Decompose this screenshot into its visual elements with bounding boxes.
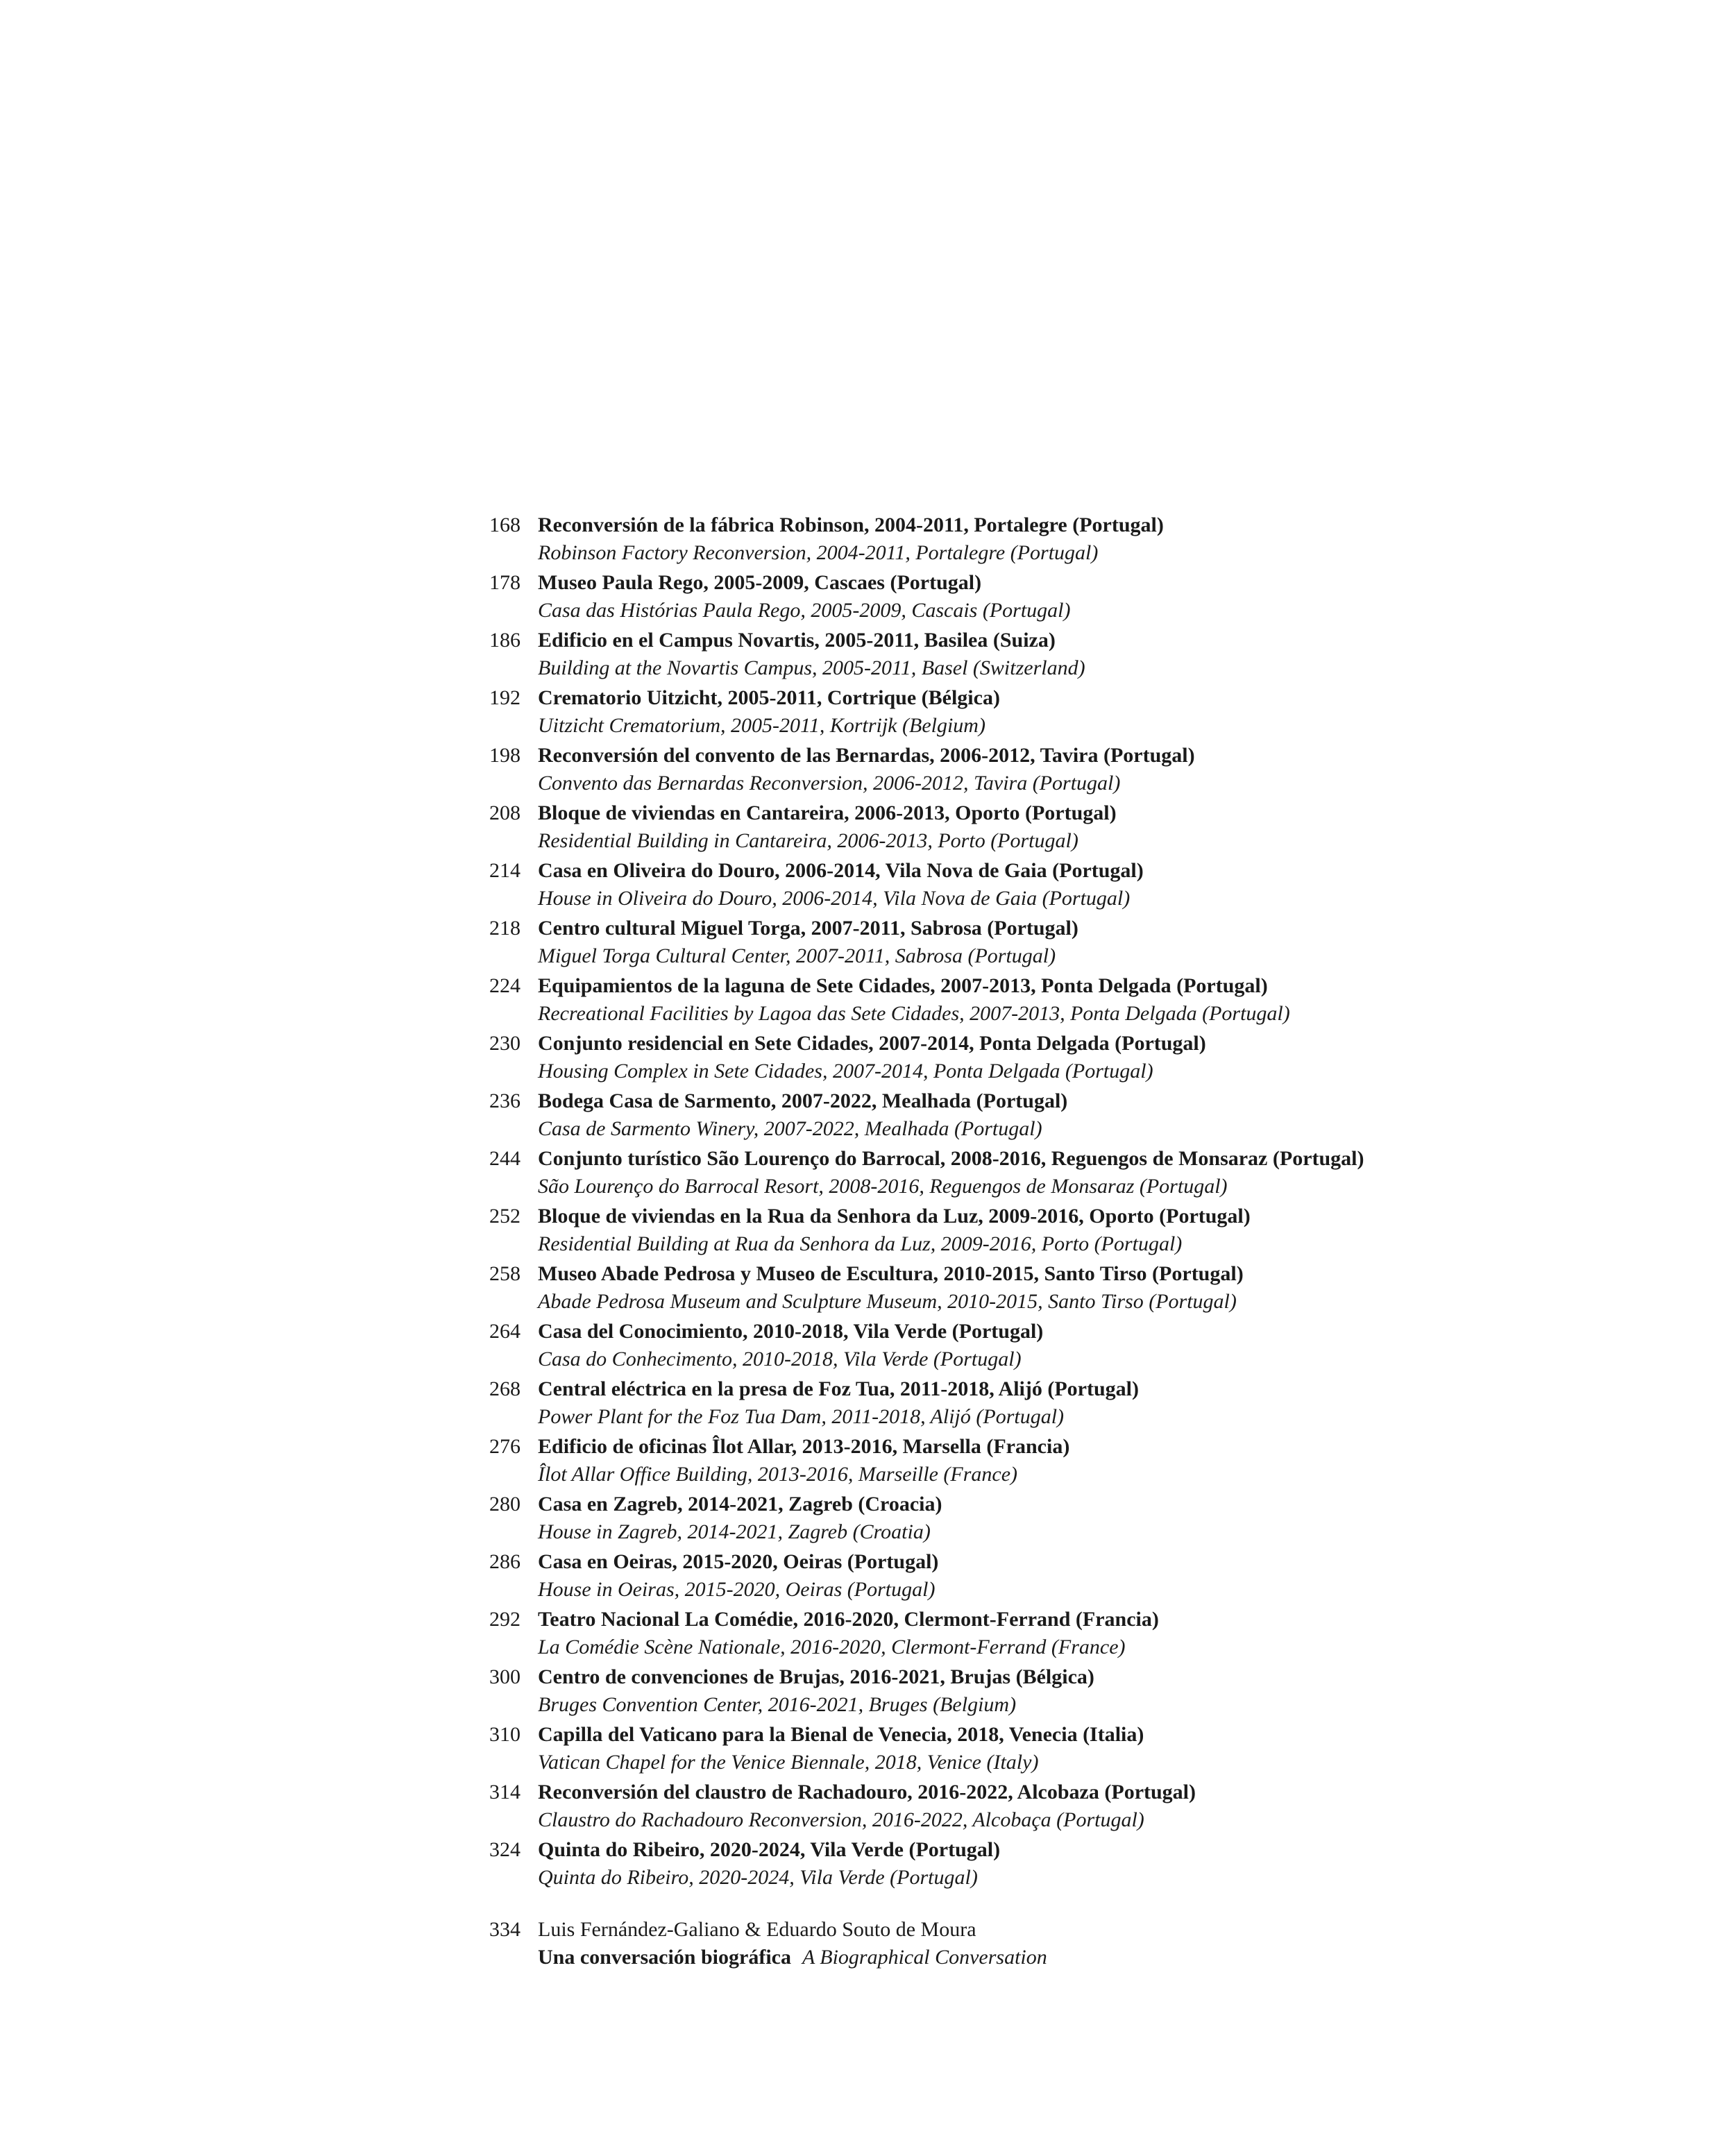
entry-page-number: 300	[489, 1665, 520, 1688]
toc-entry	[481, 857, 1605, 913]
toc-entry-list	[481, 511, 1605, 1892]
conversation-title-es: Una conversación biográfica	[538, 1946, 791, 1969]
entry-subtitle-en: Casa de Sarmento Winery, 2007-2022, Mealhada (Portugal)	[538, 1117, 1042, 1140]
entry-text	[538, 511, 1164, 567]
toc-entry	[481, 1491, 1605, 1546]
entry-title-es: Museo Paula Rego, 2005-2009, Cascaes (Portugal)	[538, 571, 982, 594]
entry-subtitle-en: Claustro do Rachadouro Reconversion, 2016-2022, Alcobaça (Portugal)	[538, 1808, 1144, 1831]
entry-text	[538, 857, 1144, 913]
entry-text	[538, 1433, 1069, 1488]
entry-text	[538, 1203, 1251, 1258]
entry-subtitle-en: Residential Building in Cantareira, 2006-2013, Porto (Portugal)	[538, 829, 1078, 852]
entry-title-es: Capilla del Vaticano para la Bienal de Venecia, 2018, Venecia (Italia)	[538, 1723, 1144, 1746]
entry-text	[538, 1030, 1206, 1085]
entry-subtitle-en: Recreational Facilities by Lagoa das Sete Cidades, 2007-2013, Ponta Delgada (Portugal)	[538, 1002, 1290, 1025]
entry-text	[538, 1145, 1364, 1200]
entry-page-number: 178	[489, 571, 520, 594]
toc-entry	[481, 1606, 1605, 1661]
toc-entry	[481, 915, 1605, 970]
entry-title-es: Equipamientos de la laguna de Sete Cidades, 2007-2013, Ponta Delgada (Portugal)	[538, 974, 1268, 997]
entry-title-es: Centro de convenciones de Brujas, 2016-2021, Brujas (Bélgica)	[538, 1665, 1094, 1688]
entry-subtitle-en: Îlot Allar Office Building, 2013-2016, Marseille (France)	[538, 1463, 1017, 1486]
toc-entry	[481, 627, 1605, 682]
entry-text	[538, 1836, 1000, 1892]
entry-title-es: Casa en Oliveira do Douro, 2006-2014, Vila Nova de Gaia (Portugal)	[538, 859, 1144, 882]
entry-text	[538, 684, 1000, 740]
entry-text	[538, 742, 1195, 797]
entry-title-es: Central eléctrica en la presa de Foz Tua, 2011-2018, Alijó (Portugal)	[538, 1377, 1140, 1400]
entry-page-number: 168	[489, 513, 520, 536]
entry-page-number: 292	[489, 1608, 520, 1631]
entry-page-number: 258	[489, 1262, 520, 1285]
entry-title-es: Edificio en el Campus Novartis, 2005-2011, Basilea (Suiza)	[538, 629, 1056, 652]
toc-entry-conversation	[481, 1916, 1605, 1971]
entry-subtitle-en: House in Oliveira do Douro, 2006-2014, Vila Nova de Gaia (Portugal)	[538, 887, 1131, 910]
toc-entry	[481, 1030, 1605, 1085]
entry-text	[538, 1916, 1047, 1971]
entry-subtitle-en: Housing Complex in Sete Cidades, 2007-2014, Ponta Delgada (Portugal)	[538, 1060, 1153, 1083]
entry-title-es: Casa en Zagreb, 2014-2021, Zagreb (Croacia)	[538, 1493, 942, 1516]
entry-text	[538, 1375, 1139, 1431]
entry-title-es: Quinta do Ribeiro, 2020-2024, Vila Verde (Portugal)	[538, 1838, 1001, 1861]
entry-title-es: Conjunto residencial en Sete Cidades, 2007-2014, Ponta Delgada (Portugal)	[538, 1032, 1206, 1055]
entry-title-es: Bloque de viviendas en la Rua da Senhora da Luz, 2009-2016, Oporto (Portugal)	[538, 1205, 1251, 1228]
entry-subtitle-en: La Comédie Scène Nationale, 2016-2020, Clermont-Ferrand (France)	[538, 1636, 1126, 1658]
toc-entry	[481, 1087, 1605, 1143]
entry-page-number: 244	[489, 1147, 520, 1170]
entry-subtitle-en: Quinta do Ribeiro, 2020-2024, Vila Verde (Portugal)	[538, 1866, 978, 1889]
entry-title-es: Conjunto turístico São Lourenço do Barrocal, 2008-2016, Reguengos de Monsaraz (Portugal)	[538, 1147, 1364, 1170]
entry-page-number: 208	[489, 801, 520, 824]
entry-text	[538, 1779, 1196, 1834]
entry-page-number: 324	[489, 1838, 520, 1861]
entry-title-es: Edificio de oficinas Îlot Allar, 2013-2016, Marsella (Francia)	[538, 1435, 1070, 1458]
toc-entry	[481, 569, 1605, 625]
entry-title-es: Bloque de viviendas en Cantareira, 2006-2013, Oporto (Portugal)	[538, 801, 1117, 824]
entry-page-number: 186	[489, 629, 520, 652]
toc-entry	[481, 1721, 1605, 1776]
conversation-title-line	[538, 1944, 1047, 1971]
entry-page-number: 314	[489, 1781, 520, 1803]
toc-entry	[481, 799, 1605, 855]
entry-subtitle-en: Casa do Conhecimento, 2010-2018, Vila Verde (Portugal)	[538, 1348, 1022, 1370]
toc-entry	[481, 684, 1605, 740]
entry-page-number: 268	[489, 1377, 520, 1400]
entry-subtitle-en: Power Plant for the Foz Tua Dam, 2011-2018, Alijó (Portugal)	[538, 1405, 1065, 1428]
entry-subtitle-en: Casa das Histórias Paula Rego, 2005-2009, Cascais (Portugal)	[538, 599, 1071, 622]
entry-title-es: Centro cultural Miguel Torga, 2007-2011, Sabrosa (Portugal)	[538, 917, 1078, 940]
entry-title-es: Reconversión del claustro de Rachadouro, 2016-2022, Alcobaza (Portugal)	[538, 1781, 1196, 1803]
entry-page-number: 214	[489, 859, 520, 882]
conversation-title-en: A Biographical Conversation	[802, 1946, 1047, 1969]
entry-text	[538, 1548, 938, 1604]
entry-title-es: Teatro Nacional La Comédie, 2016-2020, Clermont-Ferrand (Francia)	[538, 1608, 1159, 1631]
toc-entry	[481, 972, 1605, 1028]
entry-subtitle-en: Vatican Chapel for the Venice Biennale, 2018, Venice (Italy)	[538, 1751, 1039, 1774]
entry-page-number: 198	[489, 744, 520, 767]
entry-text	[538, 569, 1071, 625]
entry-text	[538, 627, 1085, 682]
toc-entry	[481, 1145, 1605, 1200]
entry-page-number: 280	[489, 1493, 520, 1516]
entry-title-es: Casa en Oeiras, 2015-2020, Oeiras (Portugal)	[538, 1550, 939, 1573]
toc-entry	[481, 1663, 1605, 1719]
entry-title-es: Reconversión de la fábrica Robinson, 2004-2011, Portalegre (Portugal)	[538, 513, 1164, 536]
entry-subtitle-en: Miguel Torga Cultural Center, 2007-2011, Sabrosa (Portugal)	[538, 944, 1056, 967]
entry-subtitle-en: House in Oeiras, 2015-2020, Oeiras (Portugal)	[538, 1578, 936, 1601]
entry-subtitle-en: Bruges Convention Center, 2016-2021, Bruges (Belgium)	[538, 1693, 1017, 1716]
entry-page-number: 286	[489, 1550, 520, 1573]
toc-entry	[481, 1433, 1605, 1488]
entry-subtitle-en: Abade Pedrosa Museum and Sculpture Museum, 2010-2015, Santo Tirso (Portugal)	[538, 1290, 1237, 1313]
entry-title-es: Museo Abade Pedrosa y Museo de Escultura, 2010-2015, Santo Tirso (Portugal)	[538, 1262, 1244, 1285]
table-of-contents	[481, 511, 1605, 1973]
toc-entry	[481, 1203, 1605, 1258]
entry-text	[538, 1087, 1067, 1143]
entry-page-number: 252	[489, 1205, 520, 1228]
entry-subtitle-en: Building at the Novartis Campus, 2005-2011, Basel (Switzerland)	[538, 656, 1085, 679]
entry-subtitle-en: Robinson Factory Reconversion, 2004-2011, Portalegre (Portugal)	[538, 541, 1099, 564]
entry-page-number: 236	[489, 1089, 520, 1112]
entry-page-number: 218	[489, 917, 520, 940]
toc-entry	[481, 742, 1605, 797]
toc-entry	[481, 1548, 1605, 1604]
entry-page-number: 334	[489, 1918, 520, 1941]
entry-text	[538, 1318, 1043, 1373]
entry-text	[538, 915, 1078, 970]
entry-page-number: 310	[489, 1723, 520, 1746]
entry-text	[538, 1606, 1159, 1661]
entry-subtitle-en: Convento das Bernardas Reconversion, 2006-2012, Tavira (Portugal)	[538, 772, 1121, 795]
entry-subtitle-en: Uitzicht Crematorium, 2005-2011, Kortrijk (Belgium)	[538, 714, 985, 737]
entry-title-es: Reconversión del convento de las Bernardas, 2006-2012, Tavira (Portugal)	[538, 744, 1195, 767]
toc-entry	[481, 511, 1605, 567]
toc-entry	[481, 1260, 1605, 1316]
entry-subtitle-en: Residential Building at Rua da Senhora da Luz, 2009-2016, Porto (Portugal)	[538, 1232, 1183, 1255]
entry-subtitle-en: House in Zagreb, 2014-2021, Zagreb (Croatia)	[538, 1520, 931, 1543]
conversation-authors: Luis Fernández-Galiano & Eduardo Souto de Moura	[538, 1918, 976, 1941]
toc-entry	[481, 1318, 1605, 1373]
entry-page-number: 192	[489, 686, 520, 709]
toc-entry	[481, 1836, 1605, 1892]
entry-title-es: Bodega Casa de Sarmento, 2007-2022, Mealhada (Portugal)	[538, 1089, 1068, 1112]
entry-subtitle-en: São Lourenço do Barrocal Resort, 2008-2016, Reguengos de Monsaraz (Portugal)	[538, 1175, 1228, 1198]
entry-title-es: Crematorio Uitzicht, 2005-2011, Cortrique (Bélgica)	[538, 686, 1000, 709]
entry-page-number: 276	[489, 1435, 520, 1458]
toc-entry	[481, 1375, 1605, 1431]
entry-text	[538, 1491, 942, 1546]
toc-entry	[481, 1779, 1605, 1834]
entry-page-number: 224	[489, 974, 520, 997]
entry-title-es: Casa del Conocimiento, 2010-2018, Vila Verde (Portugal)	[538, 1320, 1044, 1343]
entry-text	[538, 1663, 1094, 1719]
entry-page-number: 264	[489, 1320, 520, 1343]
entry-text	[538, 799, 1117, 855]
entry-page-number: 230	[489, 1032, 520, 1055]
entry-text	[538, 1260, 1244, 1316]
entry-text	[538, 972, 1290, 1028]
entry-text	[538, 1721, 1144, 1776]
